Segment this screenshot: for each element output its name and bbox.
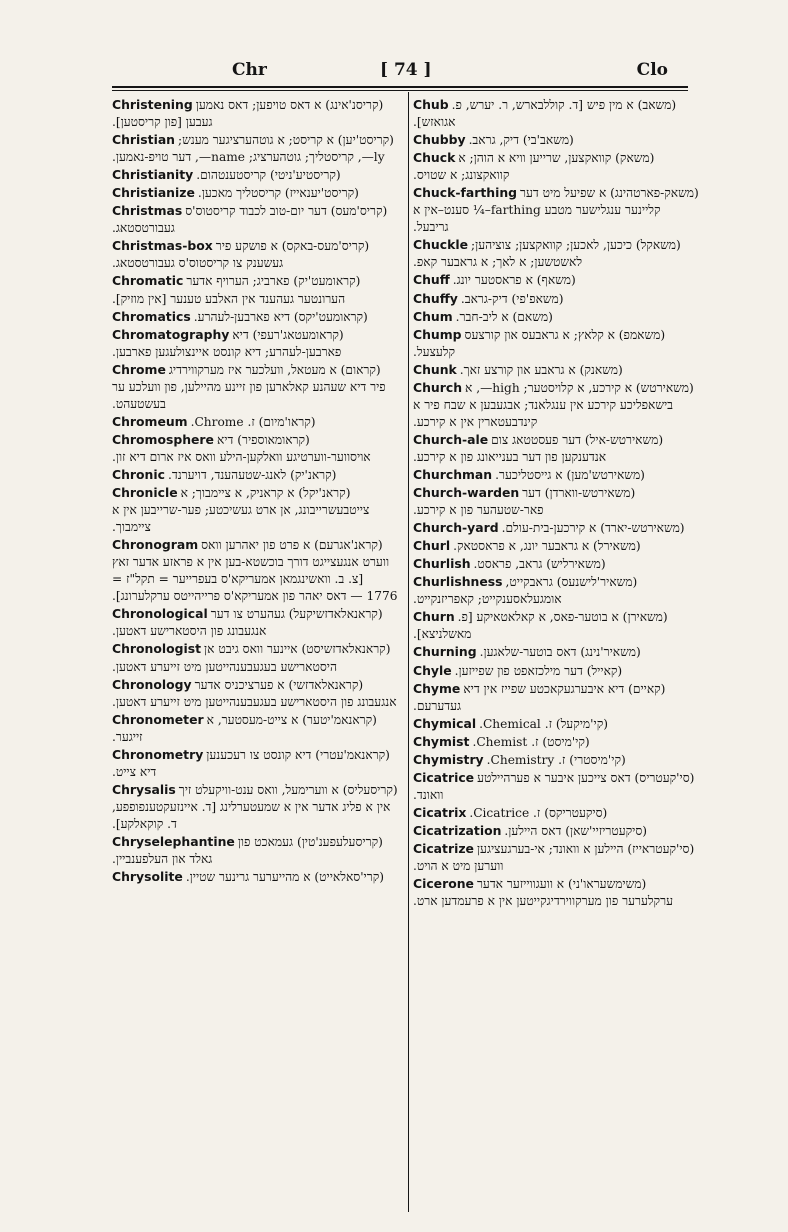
page-number: [ 74 ] xyxy=(380,60,432,80)
dictionary-entry xyxy=(413,379,699,431)
entry-headword: Christian xyxy=(112,132,175,148)
entry-definition: (משאיר'נינג) דאס בוטער-שלאגען. xyxy=(479,645,641,660)
entry-definition: (משאקל) כיכען, לאכען; קוואקצען; צוציהען; לאשטשען; א לאך; א גראבער קאפ. xyxy=(413,238,681,270)
entry-headword: Chyme xyxy=(413,680,461,696)
entry-headword: Chuck-farthing xyxy=(413,185,518,201)
dictionary-entry xyxy=(413,537,699,555)
dictionary-entry xyxy=(112,202,398,237)
entry-definition: (קריסט'יענאייז) קריסטליך מאכען. xyxy=(197,186,359,201)
entry-definition: (קריסטיע'ניטי) קריסטענטהום. xyxy=(196,168,341,183)
dictionary-entry xyxy=(413,840,699,875)
entry-definition: (קראנ'אגרעם) א פרט פון יאהרען וואס ווערט אנגעצייגט דורך בוכשטא-בען אין א פראזע אדער זאץ [צ. ב. וואשינגמאן אמעריקא'ס בעפרייער = תקל"ז = 1776 — דאס יאהר פון אמעריקא'ס פרייהייטס ערקלערונג]. xyxy=(112,538,398,604)
dictionary-entry xyxy=(413,271,699,289)
dictionary-entry xyxy=(413,680,699,715)
dictionary-entry xyxy=(413,715,699,733)
entry-definition: (קראנאמ'עטרי) דיא קונסט צו רעכענען דיא צייט. xyxy=(112,747,390,779)
entry-definition: (קריסעלעפענ'טין) געמאכט פון גאלד און העלפענביין. xyxy=(112,834,383,867)
dictionary-entry xyxy=(413,733,699,751)
entry-definition: (משאב'בי) דיק, גראב. xyxy=(468,133,574,148)
dictionary-entry xyxy=(413,149,699,184)
dictionary-entry xyxy=(112,605,398,640)
entry-definition: (משאיר'לישנעס) גראבקייט, אומגעלאסענקייט; קאפריזנקייט. xyxy=(413,575,638,607)
entry-definition: (קריס'מעס) דער יום-טוב לכבוד קריסטוס'ס געבורטסטאג. xyxy=(112,204,388,236)
entry-definition: (קריסט'יען) א קריסט; א גוטהערציגער מענש; ly—, קריסטליך; גוטהערציג; name—, דער טויפ-נאמען. xyxy=(112,133,394,165)
dictionary-entry xyxy=(112,131,398,166)
entry-definition: (קריסנ'אינג) א דאס טויפען; דאס נאמען געבען [פון קריסטען]. xyxy=(112,98,384,130)
dictionary-entry xyxy=(112,868,398,886)
entry-definition: (משאם) א ליב-חבר. xyxy=(455,309,553,324)
dictionary-entry xyxy=(413,431,699,466)
entry-headword: Chymistry xyxy=(413,751,484,767)
dictionary-entry xyxy=(112,676,398,711)
entry-definition: (קראום) א מעטאל, וועלכער איז מערקווירדיג פיר דיא שעהנע קאלארען פון זיינע מהיילען, פון וועלכע ער בעשטעהט. xyxy=(112,362,386,411)
entry-definition: (משאב) א מין פיש [ד. קוללבארש, ר. יערש, פ. אגואזש]. xyxy=(413,98,677,130)
column-divider xyxy=(408,92,409,1212)
entry-definition: (קאייל) דער מילכזאפט פון שפייזען. xyxy=(454,663,623,678)
entry-definition: (קריס'מעס-באקס) א פושקע פיר געשענק צו קריסטוס'ס געבורטסטאג. xyxy=(112,239,370,271)
dictionary-entry xyxy=(413,822,699,840)
entry-definition: (קראומאוספיר) דיא אויסווער-ווערטיגע וואלקען-הילע וואס איז ארום דיא זון. xyxy=(112,432,371,464)
entry-definition: (משאמפ) א קלאץ; א גראבעס און קורצעס קלעצעל. xyxy=(413,327,666,359)
entry-headword: Church xyxy=(413,379,463,395)
dictionary-entry xyxy=(112,431,398,466)
entry-definition: (קראו'מיום) ז. Chrome. xyxy=(190,414,316,429)
entry-headword: Chronological xyxy=(112,606,208,622)
entry-definition: (משאק-פארטהינג) א שפיעל מיט דער קליינער ענגלישער מטבע farthing–¼ סענט–אין א גריבעל. xyxy=(413,186,699,235)
entry-headword: Chromeum xyxy=(112,413,188,429)
entry-definition: (קראנאלאדזשיקעל) געהערט צו דער אנגעבונג פון היסטארישע דאטען. xyxy=(112,607,383,639)
dictionary-entry xyxy=(413,555,699,573)
entry-headword: Churn xyxy=(413,609,455,625)
dictionary-entry xyxy=(413,236,699,271)
dictionary-entry xyxy=(413,326,699,361)
entry-headword: Chrysolite xyxy=(112,869,183,885)
entry-headword: Chymist xyxy=(413,733,470,749)
dictionary-entry xyxy=(413,875,699,910)
entry-headword: Cicerone xyxy=(413,876,474,892)
dictionary-entry xyxy=(112,484,398,536)
entry-definition: (משאירטש-יארד) א קירכען-בית-עולם. xyxy=(501,521,685,536)
entry-headword: Chum xyxy=(413,308,453,324)
dictionary-entry xyxy=(112,536,398,605)
entry-headword: Church-warden xyxy=(413,485,520,501)
dictionary-entry xyxy=(112,166,398,184)
dictionary-entry xyxy=(112,184,398,202)
entry-definition: (משאירן) א בוטער-פאס, א קאלאטאיקע [פ. מאשלניצא]. xyxy=(413,610,668,642)
dictionary-entry xyxy=(112,413,398,431)
entry-definition: (קרי'סאלאייט) א מהייערער גרינער שטיין. xyxy=(185,870,385,885)
dictionary-entry xyxy=(413,573,699,608)
header-rule xyxy=(112,86,688,88)
entry-definition: (קריסעליס) א ווערימעל, וואס ענט-וויקעלט זיך אין א פליג אדער אין א שמעטערלינג [ד. איינזעקטענפופפע, ד. קוקאלקע]. xyxy=(112,782,398,831)
dictionary-entry xyxy=(112,237,398,272)
entry-headword: Cicatrice xyxy=(413,769,475,785)
entry-headword: Churlishness xyxy=(413,574,503,590)
dictionary-entry xyxy=(112,466,398,484)
entry-definition: (משאק) קוואקצען, שרייען וויא א הוהן; א קוואקצונג; א שטויס. xyxy=(413,151,655,183)
dictionary-entry xyxy=(413,466,699,484)
dictionary-entry xyxy=(413,184,699,236)
entry-headword: Chronometry xyxy=(112,746,204,762)
entry-headword: Chronogram xyxy=(112,537,199,553)
entry-headword: Chuckle xyxy=(413,237,468,253)
dictionary-entry xyxy=(413,662,699,680)
dictionary-entry xyxy=(413,131,699,149)
dictionary-entry xyxy=(112,833,398,868)
dictionary-entry xyxy=(413,519,699,537)
entry-headword: Chromosphere xyxy=(112,431,214,447)
entry-headword: Christmas-box xyxy=(112,238,213,254)
right-column xyxy=(413,96,699,910)
dictionary-entry xyxy=(112,640,398,675)
dictionary-entry xyxy=(413,769,699,804)
dictionary-entry xyxy=(413,751,699,769)
dictionary-entry xyxy=(112,272,398,307)
entry-definition: (קראומעט'יקס) דיא פארבען-לעהרע. xyxy=(193,309,368,324)
entry-headword: Chuffy xyxy=(413,290,458,306)
entry-definition: (סיקעטריזיי'שאן) דאס היילען. xyxy=(504,823,648,838)
entry-headword: Christianize xyxy=(112,185,195,201)
entry-definition: (קי'מיקעל) ז. Chemical. xyxy=(479,716,608,731)
entry-headword: Chub xyxy=(413,97,449,112)
entry-definition: (קראומעטאג'רעפי) דיא פארבען-לעהרע; דיא קונסט איינצולעגען פארבען. xyxy=(112,327,344,359)
dictionary-entry xyxy=(112,746,398,781)
dictionary-entry xyxy=(413,804,699,822)
entry-headword: Chronometer xyxy=(112,711,204,727)
entry-headword: Christianity xyxy=(112,167,194,183)
dictionary-entry xyxy=(413,96,699,131)
entry-definition: (משאירטש-ווארדן) דער פאר-שטעהער פון א קירכע. xyxy=(413,486,636,518)
dictionary-entry xyxy=(112,96,398,131)
entry-headword: Churl xyxy=(413,538,451,554)
entry-headword: Chymical xyxy=(413,715,477,731)
entry-headword: Chrome xyxy=(112,361,166,377)
dictionary-entry xyxy=(112,361,398,413)
entry-definition: (משאירל) א גראבער יונג, א פראסטאק. xyxy=(453,539,641,554)
entry-headword: Christening xyxy=(112,97,193,112)
entry-definition: (משאפ'פי) דיק-גראב. xyxy=(460,291,564,306)
entry-definition: (קראנאלאדזשיסט) איינער וואס גיבט אן היסטארישע בעגעבענהייטען מיט זייערע דאטען. xyxy=(112,642,391,674)
dictionary-entry xyxy=(112,326,398,361)
entry-headword: Cicatrization xyxy=(413,822,502,838)
header-left-guideword: Chr xyxy=(232,60,267,80)
entry-headword: Churlish xyxy=(413,556,471,572)
entry-definition: (משימשעראו'ני) א וועגווייזער אדער ערקלערער פון מערקווירדיגקייטען אין א פרעמדען ארט. xyxy=(413,877,673,909)
entry-headword: Chrysalis xyxy=(112,781,176,797)
left-column xyxy=(112,96,398,886)
entry-headword: Chronic xyxy=(112,466,165,482)
entry-headword: Chromatography xyxy=(112,326,230,342)
entry-headword: Chuck xyxy=(413,150,456,166)
entry-definition: (משאף) א פראסטער יונג. xyxy=(452,273,576,288)
entry-definition: (משאירטש) א קירכע, א קלויסטער; high—, א בישאפליכע קירכע אין ענגלאנד; אבגעבען א שבח פיר א קינדבעטארין אין א קירכע. xyxy=(413,380,694,429)
entry-headword: Cicatrize xyxy=(413,840,474,856)
entry-headword: Chump xyxy=(413,326,462,342)
entry-definition: (קי'מיסטרי) ז. Chemistry. xyxy=(486,752,626,767)
entry-definition: (קראנאלאדזשי) א פערציכניס אדער אנגעבונג פון היסטארישע בעגעבענהייטען מיט זייערע דאטען. xyxy=(112,677,397,709)
entry-headword: Churchman xyxy=(413,466,493,482)
dictionary-entry xyxy=(413,643,699,661)
entry-definition: (סי'קעטריס) דאס צייכען איבער א פערהיילטע וואונד. xyxy=(413,770,695,802)
entry-headword: Chronology xyxy=(112,676,192,692)
entry-headword: Chronicle xyxy=(112,485,178,501)
entry-headword: Cicatrix xyxy=(413,804,467,820)
entry-definition: (קראנאמ'יטער) א צייט-מעסטער, א זייגער. xyxy=(112,712,377,744)
header-rule-thin xyxy=(112,90,688,91)
dictionary-entry xyxy=(413,361,699,379)
entry-headword: Chuff xyxy=(413,272,450,288)
entry-headword: Chromatic xyxy=(112,273,184,289)
dictionary-entry xyxy=(413,608,699,643)
dictionary-entry xyxy=(112,711,398,746)
entry-definition: (קראנ'יק) לאנג-שטעהענד, דויערנד. xyxy=(167,467,337,482)
entry-definition: (קי'מיסט) ז. Chemist. xyxy=(472,734,590,749)
entry-definition: (משאירטש-איל) דער פעסטטאג צום אנדענקען פון דער בענייאונג פון א קירכע. xyxy=(413,432,664,464)
entry-definition: (משאנק) א גראבע און קורצע זאך. xyxy=(459,362,623,377)
entry-definition: (קראומעט'יק) פארביג; הערויף אדער הערונטער געהענד אין האלבע טענער [אין מוזיק]. xyxy=(112,274,361,306)
entry-headword: Chyle xyxy=(413,662,452,678)
page-header xyxy=(112,58,684,84)
entry-headword: Chryselephantine xyxy=(112,833,235,849)
entry-definition: (משאירליש) גראב, פראסט. xyxy=(473,557,606,572)
dictionary-entry xyxy=(112,781,398,833)
entry-headword: Chubby xyxy=(413,132,466,148)
entry-headword: Christmas xyxy=(112,203,183,219)
dictionary-entry xyxy=(413,308,699,326)
dictionary-entry xyxy=(413,290,699,308)
header-right-guideword: Clo xyxy=(636,60,668,80)
entry-headword: Chunk xyxy=(413,361,457,377)
entry-definition: (משאירטש'מען) א גייסטליכער. xyxy=(495,467,645,482)
entry-definition: (סיקעטריקס) ז. Cicatrice. xyxy=(469,805,608,820)
dictionary-entry xyxy=(413,484,699,519)
entry-definition: (קאיים) דיא איבערגעקאכטע שפייז אין דיא געדערעם. xyxy=(413,681,666,713)
entry-headword: Chromatics xyxy=(112,308,191,324)
dictionary-entry xyxy=(112,308,398,326)
entry-definition: (קראנ'יקל) א קראניק, א ציימבוך; א צייטבעשרייבונג, אן ארט געשיכטע; פער-שרייבען אין א ציימבוך. xyxy=(112,486,370,535)
entry-headword: Churning xyxy=(413,644,477,660)
entry-definition: (סי'קעטראייז) היילען א וואונד; אי-בערגעציגען ווערען מיט א הויט. xyxy=(413,841,695,874)
entry-headword: Church-ale xyxy=(413,431,489,447)
entry-headword: Church-yard xyxy=(413,520,499,536)
entry-headword: Chronologist xyxy=(112,641,202,657)
